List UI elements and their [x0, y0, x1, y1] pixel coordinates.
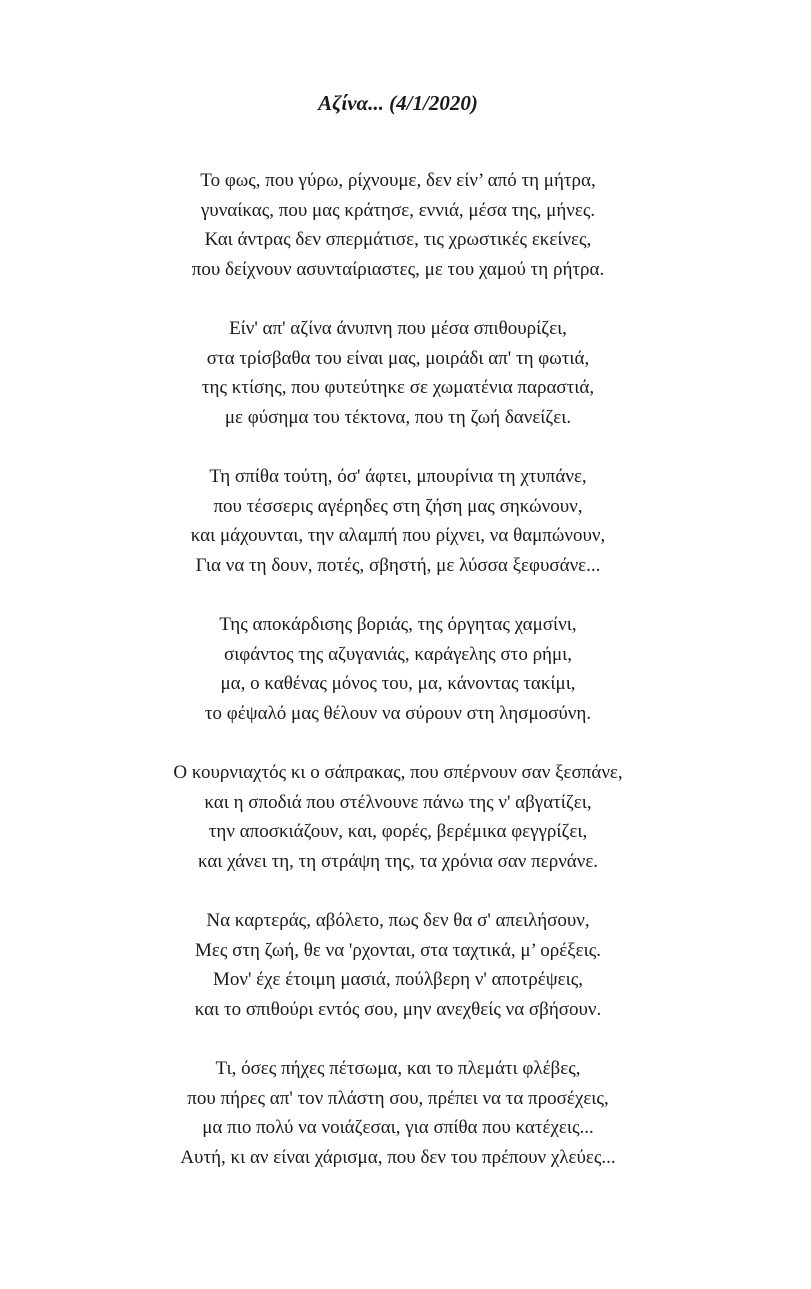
- stanza: [0, 906, 796, 1024]
- poem-line: Αυτή, κι αν είναι χάρισμα, που δεν του πρέπουν χλεύες...: [180, 1146, 616, 1168]
- poem-line: που δείχνουν ασυνταίριαστες, με του χαμού τη ρήτρα.: [191, 258, 605, 280]
- poem-line: Μες στη ζωή, θε να 'ρχονται, στα ταχτικά, μ’ ορέξεις.: [194, 939, 602, 961]
- stanza: [0, 462, 796, 580]
- poem-title: Αζίνα... (4/1/2020): [318, 91, 478, 115]
- poem-line: Ο κουρνιαχτός κι ο σάπρακας, που σπέρνουν σαν ξεσπάνε,: [173, 762, 623, 783]
- poem-line: μα, ο καθένας μόνος του, μα, κάνοντας τακίμι,: [220, 673, 576, 694]
- poem-line: Το φως, που γύρω, ρίχνουμε, δεν είν’ από τη μήτρα,: [200, 170, 596, 191]
- poem-line: μα πιο πολύ να νοιάζεσαι, για σπίθα που κατέχεις...: [202, 1117, 594, 1138]
- poem-line: που πήρες απ' τον πλάστη σου, πρέπει να τα προσέχεις,: [187, 1087, 609, 1109]
- poem-line: που τέσσερις αγέρηδες στη ζήση μας σηκώνουν,: [213, 495, 583, 517]
- poem-line: σιφάντος της αζυγανιάς, καράγελης στο ρήμι,: [223, 643, 573, 665]
- poem-line: την αποσκιάζουν, και, φορές, βερέμικα φεγγρίζει,: [208, 821, 588, 842]
- poem-line: στα τρίσβαθα του είναι μας, μοιράδι απ' τη φωτιά,: [206, 347, 590, 369]
- stanza: [0, 758, 796, 876]
- poem-line: και η σποδιά που στέλνουνε πάνω της ν' αβγατίζει,: [204, 791, 592, 813]
- stanza: [0, 314, 796, 432]
- poem-line: Είν' απ' αζίνα άνυπνη που μέσα σπιθουρίζει,: [229, 318, 567, 339]
- poem-line: Να καρτεράς, αβόλετο, πως δεν θα σ' απειλήσουν,: [206, 910, 590, 931]
- stanza: [0, 1054, 796, 1172]
- poem-line: και χάνει τη, τη στράψη της, τα χρόνια σαν περνάνε.: [197, 850, 599, 872]
- poem-line: γυναίκας, που μας κράτησε, εννιά, μέσα της, μήνες.: [200, 199, 596, 221]
- poem-line: Για να τη δουν, ποτές, σβηστή, με λύσσα ξεφυσάνε...: [195, 554, 601, 576]
- poem-line: Τη σπίθα τούτη, όσ' άφτει, μπουρίνια τη χτυπάνε,: [209, 466, 587, 487]
- poem-line: Μον' έχε έτοιμη μασιά, πούλβερη ν' αποτρέψεις,: [212, 969, 584, 990]
- stanza: [0, 166, 796, 284]
- stanza: [0, 610, 796, 728]
- poem-line: της κτίσης, που φυτεύτηκε σε χωματένια παραστιά,: [201, 377, 595, 398]
- poem-line: και μάχουνται, την αλαμπή που ρίχνει, να θαμπώνουν,: [190, 525, 606, 546]
- poem-body: [0, 166, 796, 1202]
- poem-line: με φύσημα του τέκτονα, που τη ζωή δανείζει.: [224, 406, 572, 428]
- poem-line: Και άντρας δεν σπερμάτισε, τις χρωστικές εκείνες,: [204, 229, 592, 250]
- poem-line: το φέψαλό μας θέλουν να σύρουν στη λησμοσύνη.: [204, 702, 592, 724]
- poem-line: Της αποκάρδισης βοριάς, της όργητας χαμσίνι,: [219, 614, 577, 635]
- poem-line: και το σπιθούρι εντός σου, μην ανεχθείς να σβήσουν.: [194, 998, 602, 1020]
- poem-line: Τι, όσες πήχες πέτσωμα, και το πλεμάτι φλέβες,: [215, 1058, 581, 1079]
